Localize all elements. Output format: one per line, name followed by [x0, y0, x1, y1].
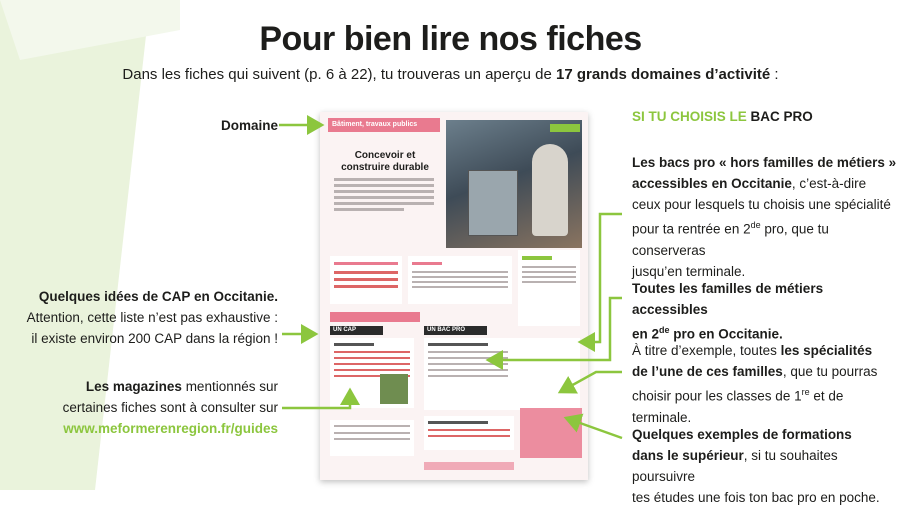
note-hors-familles: Les bacs pro « hors familles de métiers » accessibles en Occitanie, c’est-à-dire ceux pour lesquels tu choisis une spécialité pour ta rentrée en 2de pro, que tu conserveras jusqu’en terminale. [632, 155, 897, 279]
note-cap: Quelques idées de CAP en Occitanie. Attention, cette liste n’est pas exhaustive : il existe environ 200 CAP dans la région ! [26, 289, 278, 346]
sheet-photo [446, 120, 582, 248]
sheet-intro-text [334, 178, 434, 214]
page-subtitle: Dans les fiches qui suivent (p. 6 à 22), tu trouveras un aperçu de 17 grands domaines d’activité : [122, 66, 779, 83]
sheet-quote-block [518, 250, 580, 326]
sample-sheet [320, 112, 588, 480]
note-domaine: Domaine [220, 118, 278, 133]
sheet-heading: Concevoir et construire durable [341, 150, 429, 173]
guides-link[interactable]: www.meformerenregion.fr/guides [63, 421, 278, 436]
note-superieur: Quelques exemples de formations dans le supérieur, si tu souhaites poursuivre tes études une fois ton bac pro en poche. [632, 427, 880, 505]
sheet-footer-bar [424, 462, 514, 470]
sheet-famille-block [424, 416, 514, 450]
note-familles: Toutes les familles de métiers accessibles en 2de pro en Occitanie. [632, 281, 824, 342]
sheet-savoir-block [408, 256, 512, 304]
sheet-magazine-thumb [380, 374, 408, 404]
note-specialites: À titre d’exemple, toutes les spécialités de l’une de ces familles, que tu pourras choisir pour les classes de 1re et de terminale. [632, 343, 878, 425]
sheet-bacpro-tab: UN BAC PRO [424, 326, 487, 335]
note-magazines: Les magazines mentionnés sur certaines fiches sont à consulter sur www.meformerenregion.fr/guides [62, 379, 278, 436]
sheet-formations-block [330, 420, 414, 456]
sheet-apres-banner [330, 312, 420, 322]
bacpro-heading: SI TU CHOISIS LE BAC PRO [632, 109, 813, 124]
sheet-domain-label: Bâtiment, travaux publics [328, 118, 440, 132]
page-title: Pour bien lire nos fiches [259, 20, 642, 58]
sheet-superieur-block [520, 408, 582, 458]
sheet-metiers-block [330, 256, 402, 304]
sheet-bacpro-list [424, 338, 580, 410]
sheet-cap-tab: UN CAP [330, 326, 383, 335]
